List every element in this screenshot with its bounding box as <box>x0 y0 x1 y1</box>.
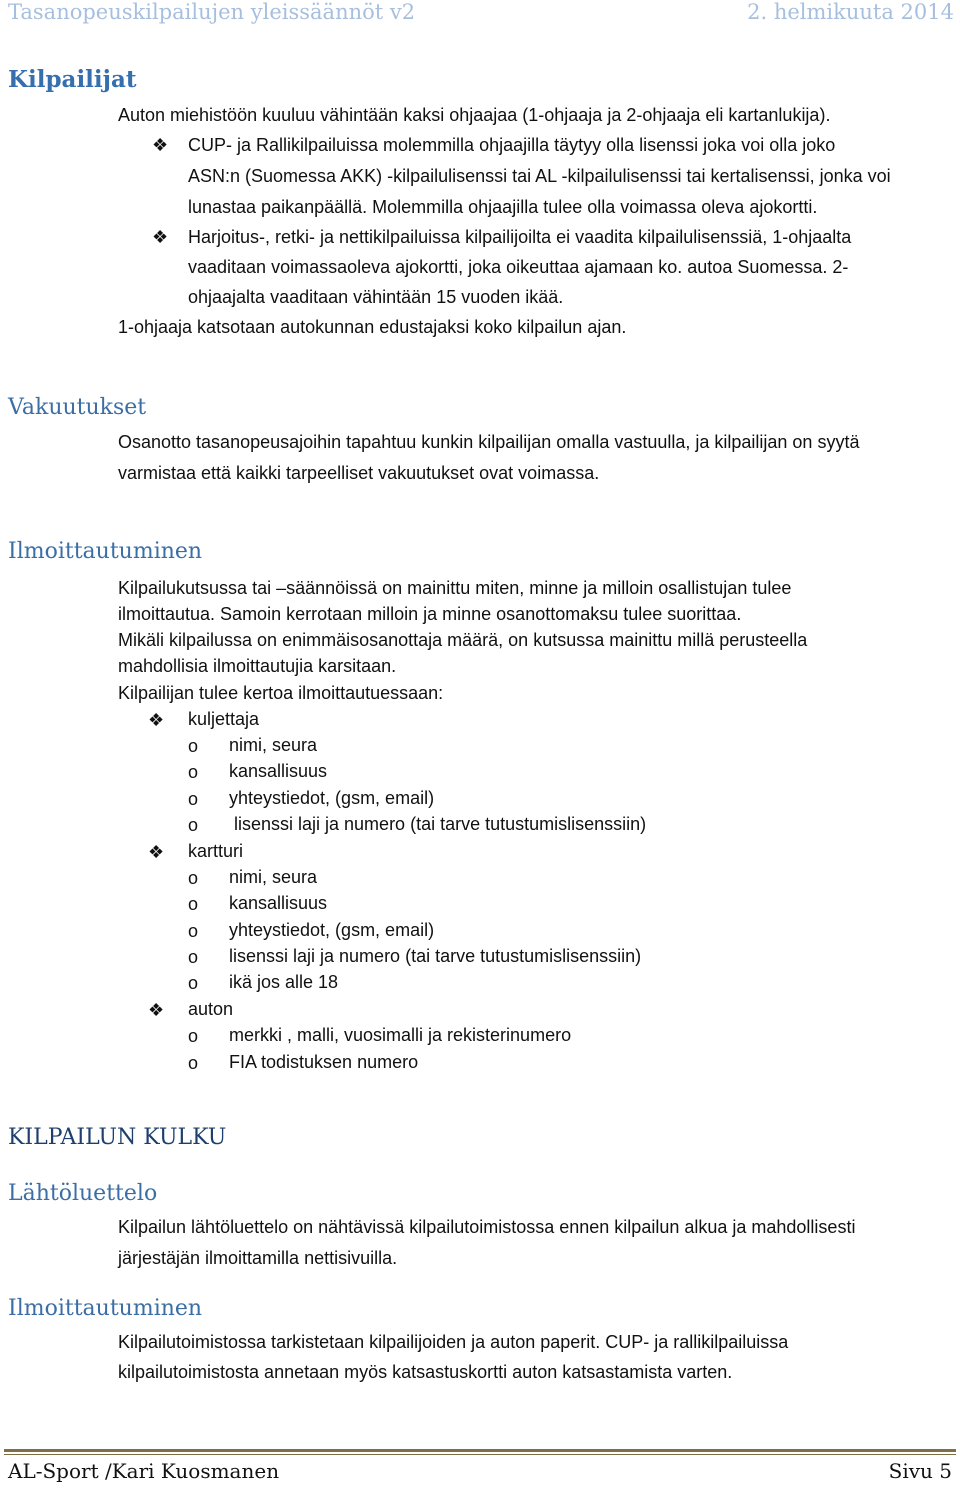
section-heading-kilpailijat: Kilpailijat <box>8 66 137 93</box>
ilmoittautuminen-line5: Kilpailijan tulee kertoa ilmoittautuessaan: <box>118 683 444 703</box>
diamond-bullet-icon: ❖ <box>152 227 169 247</box>
vakuutukset-line2: varmistaa että kaikki tarpeelliset vakuutukset ovat voimassa. <box>118 463 600 483</box>
ilmoittautuminen-2-line1: Kilpailutoimistossa tarkistetaan kilpailijoiden ja auton paperit. CUP- ja rallikilpailuissa <box>118 1332 789 1352</box>
ilmoittautuminen-line1: Kilpailukutsussa tai –säännöissä on mainittu miten, minne ja milloin osallistujan tulee <box>118 578 792 598</box>
ilmoittautuminen-line4: mahdollisia ilmoittautujia karsitaan. <box>118 656 397 676</box>
document-title: Tasanopeuskilpailujen yleissäännöt v2 <box>8 0 416 24</box>
circle-bullet-icon: o <box>188 1026 199 1046</box>
footer-rule <box>4 1449 956 1452</box>
section-heading-vakuutukset: Vakuutukset <box>8 395 147 420</box>
circle-bullet-icon: o <box>188 736 199 756</box>
kilpailijat-bullet2-line3: ohjaajalta vaaditaan vähintään 15 vuoden ikää. <box>188 287 564 307</box>
footer-rule-thin <box>4 1454 956 1455</box>
list-item: yhteystiedot, (gsm, email) <box>229 788 435 808</box>
diamond-bullet-icon: ❖ <box>148 842 165 862</box>
circle-bullet-icon: o <box>188 762 199 782</box>
group-label-kuljettaja: kuljettaja <box>188 709 260 729</box>
group-label-kartturi: kartturi <box>188 841 244 861</box>
kilpailijat-bullet2-line2: vaaditaan voimassaoleva ajokortti, joka oikeuttaa ajamaan ko. autoa Suomessa. 2- <box>188 257 849 277</box>
circle-bullet-icon: o <box>188 1053 199 1073</box>
group-label-auton: auton <box>188 999 234 1019</box>
lahtoluettelo-line1: Kilpailun lähtöluettelo on nähtävissä kilpailutoimistossa ennen kilpailun alkua ja mahdollisesti <box>118 1217 856 1237</box>
list-item: nimi, seura <box>229 735 318 755</box>
kilpailijat-bullet2-line1: Harjoitus-, retki- ja nettikilpailuissa kilpailijoilta ei vaadita kilpailulisenssiä, 1-ohjaalta <box>188 227 852 247</box>
list-item: lisenssi laji ja numero (tai tarve tutustumislisenssiin) <box>229 946 642 966</box>
list-item: FIA todistuksen numero <box>229 1052 419 1072</box>
ilmoittautuminen-line2: ilmoittautua. Samoin kerrotaan milloin ja minne osanottomaksu tulee suorittaa. <box>118 604 742 624</box>
circle-bullet-icon: o <box>188 868 199 888</box>
document-date: 2. helmikuuta 2014 <box>747 0 954 24</box>
diamond-bullet-icon: ❖ <box>148 710 165 730</box>
footer-author: AL-Sport /Kari Kuosmanen <box>8 1459 280 1483</box>
chapter-title: KILPAILUN KULKU <box>8 1125 227 1150</box>
list-item: kansallisuus <box>229 893 328 913</box>
kilpailijat-bullet1-line2: ASN:n (Suomessa AKK) -kilpailulisenssi tai AL -kilpailulisenssi tai kertalisenssi, jonka voi <box>188 166 891 186</box>
diamond-bullet-icon: ❖ <box>152 135 169 155</box>
list-item: ikä jos alle 18 <box>229 972 339 992</box>
kilpailijat-outro: 1-ohjaaja katsotaan autokunnan edustajaksi koko kilpailun ajan. <box>118 317 627 337</box>
list-item: merkki , malli, vuosimalli ja rekisterinumero <box>229 1025 572 1045</box>
diamond-bullet-icon: ❖ <box>148 1000 165 1020</box>
footer-page-number: Sivu 5 <box>888 1459 952 1483</box>
kilpailijat-intro: Auton miehistöön kuuluu vähintään kaksi ohjaajaa (1-ohjaaja ja 2-ohjaaja eli kartanlukija). <box>118 105 831 125</box>
circle-bullet-icon: o <box>188 894 199 914</box>
section-heading-ilmoittautuminen: Ilmoittautuminen <box>8 539 203 564</box>
list-item: yhteystiedot, (gsm, email) <box>229 920 435 940</box>
circle-bullet-icon: o <box>188 815 199 835</box>
circle-bullet-icon: o <box>188 947 199 967</box>
section-heading-ilmoittautuminen-2: Ilmoittautuminen <box>8 1296 203 1321</box>
circle-bullet-icon: o <box>188 789 199 809</box>
list-item: kansallisuus <box>229 761 328 781</box>
list-item: nimi, seura <box>229 867 318 887</box>
lahtoluettelo-line2: järjestäjän ilmoittamilla nettisivuilla. <box>118 1248 398 1268</box>
list-item: lisenssi laji ja numero (tai tarve tutustumislisenssiin) <box>229 814 647 834</box>
circle-bullet-icon: o <box>188 921 199 941</box>
circle-bullet-icon: o <box>188 973 199 993</box>
page-header <box>0 0 960 30</box>
kilpailijat-bullet1-line1: CUP- ja Rallikilpailuissa molemmilla ohjaajilla täytyy olla lisenssi joka voi olla joko <box>188 135 836 155</box>
ilmoittautuminen-line3: Mikäli kilpailussa on enimmäisosanottaja määrä, on kutsussa mainittu millä perusteella <box>118 630 808 650</box>
vakuutukset-line1: Osanotto tasanopeusajoihin tapahtuu kunkin kilpailijan omalla vastuulla, ja kilpailijan on syytä <box>118 432 860 452</box>
ilmoittautuminen-2-line2: kilpailutoimistosta annetaan myös katsastuskortti auton katsastamista varten. <box>118 1362 733 1382</box>
section-heading-lahtoluettelo: Lähtöluettelo <box>8 1181 158 1206</box>
kilpailijat-bullet1-line3: lunastaa paikanpäällä. Molemmilla ohjaajilla tulee olla voimassa oleva ajokortti. <box>188 197 818 217</box>
